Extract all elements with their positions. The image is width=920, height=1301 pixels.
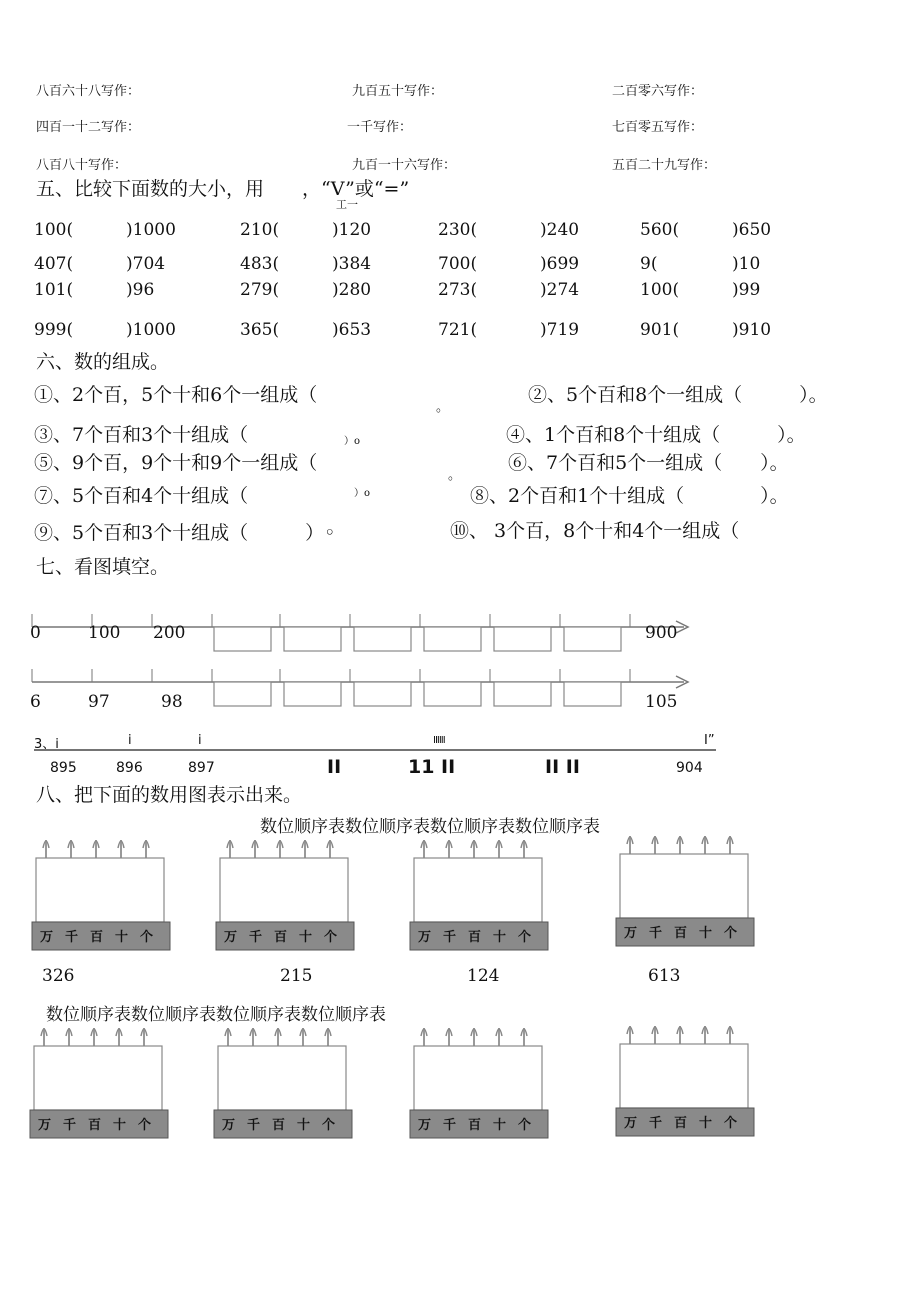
line3-label-smudge: 11 II <box>408 756 456 778</box>
place-label: 百 <box>674 926 688 941</box>
compare-left: 407( <box>34 254 74 274</box>
place-label: 千 <box>65 930 79 945</box>
abacus-chart[interactable] <box>30 1028 168 1138</box>
compare-left: 230( <box>438 220 478 240</box>
place-label: 万 <box>40 930 54 945</box>
abacus-caption-row-2: 数位顺序表数位顺序表数位顺序表数位顺序表 <box>46 1005 386 1025</box>
line1-label-100: 100 <box>88 623 121 643</box>
blank-box[interactable] <box>494 627 551 651</box>
compare-right: )274 <box>540 280 580 300</box>
compare-right: )240 <box>540 220 580 240</box>
compare-left: 9( <box>640 254 658 274</box>
abacus-heading: 八、把下面的数用图表示出来。 <box>36 784 303 806</box>
place-label: 万 <box>38 1118 52 1133</box>
place-label: 千 <box>249 930 263 945</box>
stray-mark-2: ）o <box>344 436 361 447</box>
compare-left: 483( <box>240 254 280 274</box>
line2-label-97: 97 <box>88 692 110 712</box>
abacus-number-4: 613 <box>648 966 681 986</box>
place-label: 十 <box>699 926 713 941</box>
place-label: 个 <box>322 1118 336 1133</box>
abacus-chart[interactable] <box>214 1028 352 1138</box>
place-label: 百 <box>272 1118 286 1133</box>
composition-item-2: ②、5个百和8个一组成（ ）。 <box>528 384 828 406</box>
line2-label-6: 6 <box>30 692 41 712</box>
abacus-number-1: 326 <box>42 966 75 986</box>
compare-left: 901( <box>640 320 680 340</box>
line3-label-smudge: II II <box>545 756 580 778</box>
line3-tick: i <box>128 733 132 748</box>
place-label: 千 <box>443 930 457 945</box>
blank-box[interactable] <box>354 682 411 706</box>
place-label: 十 <box>299 930 313 945</box>
write-item-1-3: 二百零六写作： <box>612 84 704 99</box>
abacus-frame <box>218 1046 346 1110</box>
place-label: 十 <box>115 930 129 945</box>
place-label: 千 <box>247 1118 261 1133</box>
place-label: 百 <box>274 930 288 945</box>
blank-box[interactable] <box>284 627 341 651</box>
place-label: 十 <box>493 1118 507 1133</box>
compare-right: )650 <box>732 220 772 240</box>
blank-box[interactable] <box>494 682 551 706</box>
line3-tick: I” <box>704 733 715 748</box>
abacus-chart[interactable] <box>410 1028 548 1138</box>
blank-box[interactable] <box>564 627 621 651</box>
place-label: 个 <box>138 1118 152 1133</box>
composition-item-9: ⑨、5个百和3个十组成（ ）◦ <box>34 522 336 544</box>
compare-left: 999( <box>34 320 74 340</box>
line1-label-0: 0 <box>30 623 41 643</box>
compare-left: 273( <box>438 280 478 300</box>
line3-tick: i <box>198 733 202 748</box>
place-label: 百 <box>468 1118 482 1133</box>
abacus-frame <box>34 1046 162 1110</box>
place-label: 十 <box>493 930 507 945</box>
abacus-number-3: 124 <box>467 966 500 986</box>
abacus-frame <box>620 1044 748 1108</box>
abacus-frame <box>220 858 348 922</box>
place-label: 个 <box>518 930 532 945</box>
place-label: 万 <box>418 1118 432 1133</box>
compare-right: )96 <box>126 280 155 300</box>
compare-right: )10 <box>732 254 761 274</box>
compare-right: )384 <box>332 254 372 274</box>
compare-left: 721( <box>438 320 478 340</box>
abacus-chart[interactable] <box>616 1026 754 1136</box>
line3-label-896: 896 <box>116 760 143 776</box>
stray-mark-1: 。 <box>436 400 450 415</box>
write-item-2-1: 四百一十二写作： <box>36 120 141 135</box>
composition-heading: 六、数的组成。 <box>36 351 170 373</box>
place-label: 千 <box>649 926 663 941</box>
write-item-2-2: 一千写作： <box>347 120 413 135</box>
place-label: 个 <box>324 930 338 945</box>
compare-right: )653 <box>332 320 372 340</box>
line2-label-105: 105 <box>645 692 678 712</box>
compare-left: 210( <box>240 220 280 240</box>
composition-item-7: ⑦、5个百和4个十组成（ <box>34 485 249 507</box>
compare-right: )280 <box>332 280 372 300</box>
place-label: 百 <box>674 1116 688 1131</box>
place-label: 百 <box>468 930 482 945</box>
place-label: 万 <box>222 1118 236 1133</box>
place-label: 十 <box>699 1116 713 1131</box>
composition-item-8: ⑧、2个百和1个十组成（ ）。 <box>470 485 789 507</box>
composition-item-1: ①、2个百，5个十和6个一组成（ <box>34 384 318 406</box>
abacus-frame <box>414 858 542 922</box>
abacus-frame <box>620 854 748 918</box>
write-item-3-1: 八百八十写作： <box>36 158 128 173</box>
compare-right: )910 <box>732 320 772 340</box>
compare-right: )719 <box>540 320 580 340</box>
line1-label-900: 900 <box>645 623 678 643</box>
place-label: 万 <box>418 930 432 945</box>
stray-mark-3: 。 <box>448 468 462 483</box>
blank-box[interactable] <box>424 627 481 651</box>
composition-item-4: ④、1个百和8个十组成（ ）。 <box>506 424 806 446</box>
write-item-3-3: 五百二十九写作： <box>612 158 717 173</box>
compare-right: )704 <box>126 254 166 274</box>
line2-label-98: 98 <box>161 692 183 712</box>
blank-box[interactable] <box>214 627 271 651</box>
line3-label-smudge: II <box>327 756 342 778</box>
line3-label-904: 904 <box>676 760 703 776</box>
write-item-3-2: 九百一十六写作： <box>352 158 457 173</box>
stray-mark: 工一 <box>336 198 358 211</box>
blank-box[interactable] <box>284 682 341 706</box>
place-label: 个 <box>724 926 738 941</box>
line3-label-897: 897 <box>188 760 215 776</box>
compare-left: 100( <box>640 280 680 300</box>
abacus-number-2: 215 <box>280 966 313 986</box>
compare-right: )1000 <box>126 320 176 340</box>
blank-box[interactable] <box>214 682 271 706</box>
write-item-1-1: 八百六十八写作： <box>36 84 141 99</box>
abacus-caption-row-1: 数位顺序表数位顺序表数位顺序表数位顺序表 <box>260 817 600 837</box>
compare-left: 100( <box>34 220 74 240</box>
place-label: 万 <box>624 1116 638 1131</box>
abacus-chart[interactable] <box>32 840 170 950</box>
compare-right: )1000 <box>126 220 176 240</box>
blank-box[interactable] <box>424 682 481 706</box>
abacus-chart[interactable] <box>216 840 354 950</box>
write-item-1-2: 九百五十写作： <box>352 84 444 99</box>
place-label: 十 <box>113 1118 127 1133</box>
place-label: 十 <box>297 1118 311 1133</box>
compare-heading: 五、比较下面数的大小，用 ，“V”或“=” <box>36 178 410 200</box>
place-label: 个 <box>140 930 154 945</box>
stray-mark-4: ）o <box>354 488 371 499</box>
compare-left: 700( <box>438 254 478 274</box>
place-label: 个 <box>724 1116 738 1131</box>
compare-right: )99 <box>732 280 761 300</box>
line3-tick: IIIIII <box>433 735 445 746</box>
compare-left: 560( <box>640 220 680 240</box>
compare-left: 279( <box>240 280 280 300</box>
composition-item-5: ⑤、9个百，9个十和9个一组成（ <box>34 452 318 474</box>
composition-item-10: ⑩、 3个百，8个十和4个一组成（ <box>450 520 740 542</box>
abacus-frame <box>36 858 164 922</box>
place-label: 万 <box>624 926 638 941</box>
compare-left: 101( <box>34 280 74 300</box>
line3-prefix: 3、i <box>34 737 59 752</box>
compare-right: )699 <box>540 254 580 274</box>
abacus-chart[interactable] <box>410 840 548 950</box>
place-label: 百 <box>90 930 104 945</box>
abacus-frame <box>414 1046 542 1110</box>
composition-item-6: ⑥、7个百和5个一组成（ ）。 <box>508 452 789 474</box>
abacus-chart[interactable] <box>616 836 754 946</box>
compare-right: )120 <box>332 220 372 240</box>
write-item-2-3: 七百零五写作： <box>612 120 704 135</box>
numberline-heading: 七、看图填空。 <box>36 556 170 578</box>
place-label: 千 <box>443 1118 457 1133</box>
composition-item-3: ③、7个百和3个十组成（ <box>34 424 249 446</box>
place-label: 个 <box>518 1118 532 1133</box>
place-label: 千 <box>63 1118 77 1133</box>
line1-label-200: 200 <box>153 623 186 643</box>
blank-box[interactable] <box>354 627 411 651</box>
place-label: 万 <box>224 930 238 945</box>
line3-label-895: 895 <box>50 760 77 776</box>
compare-left: 365( <box>240 320 280 340</box>
place-label: 百 <box>88 1118 102 1133</box>
blank-box[interactable] <box>564 682 621 706</box>
place-label: 千 <box>649 1116 663 1131</box>
